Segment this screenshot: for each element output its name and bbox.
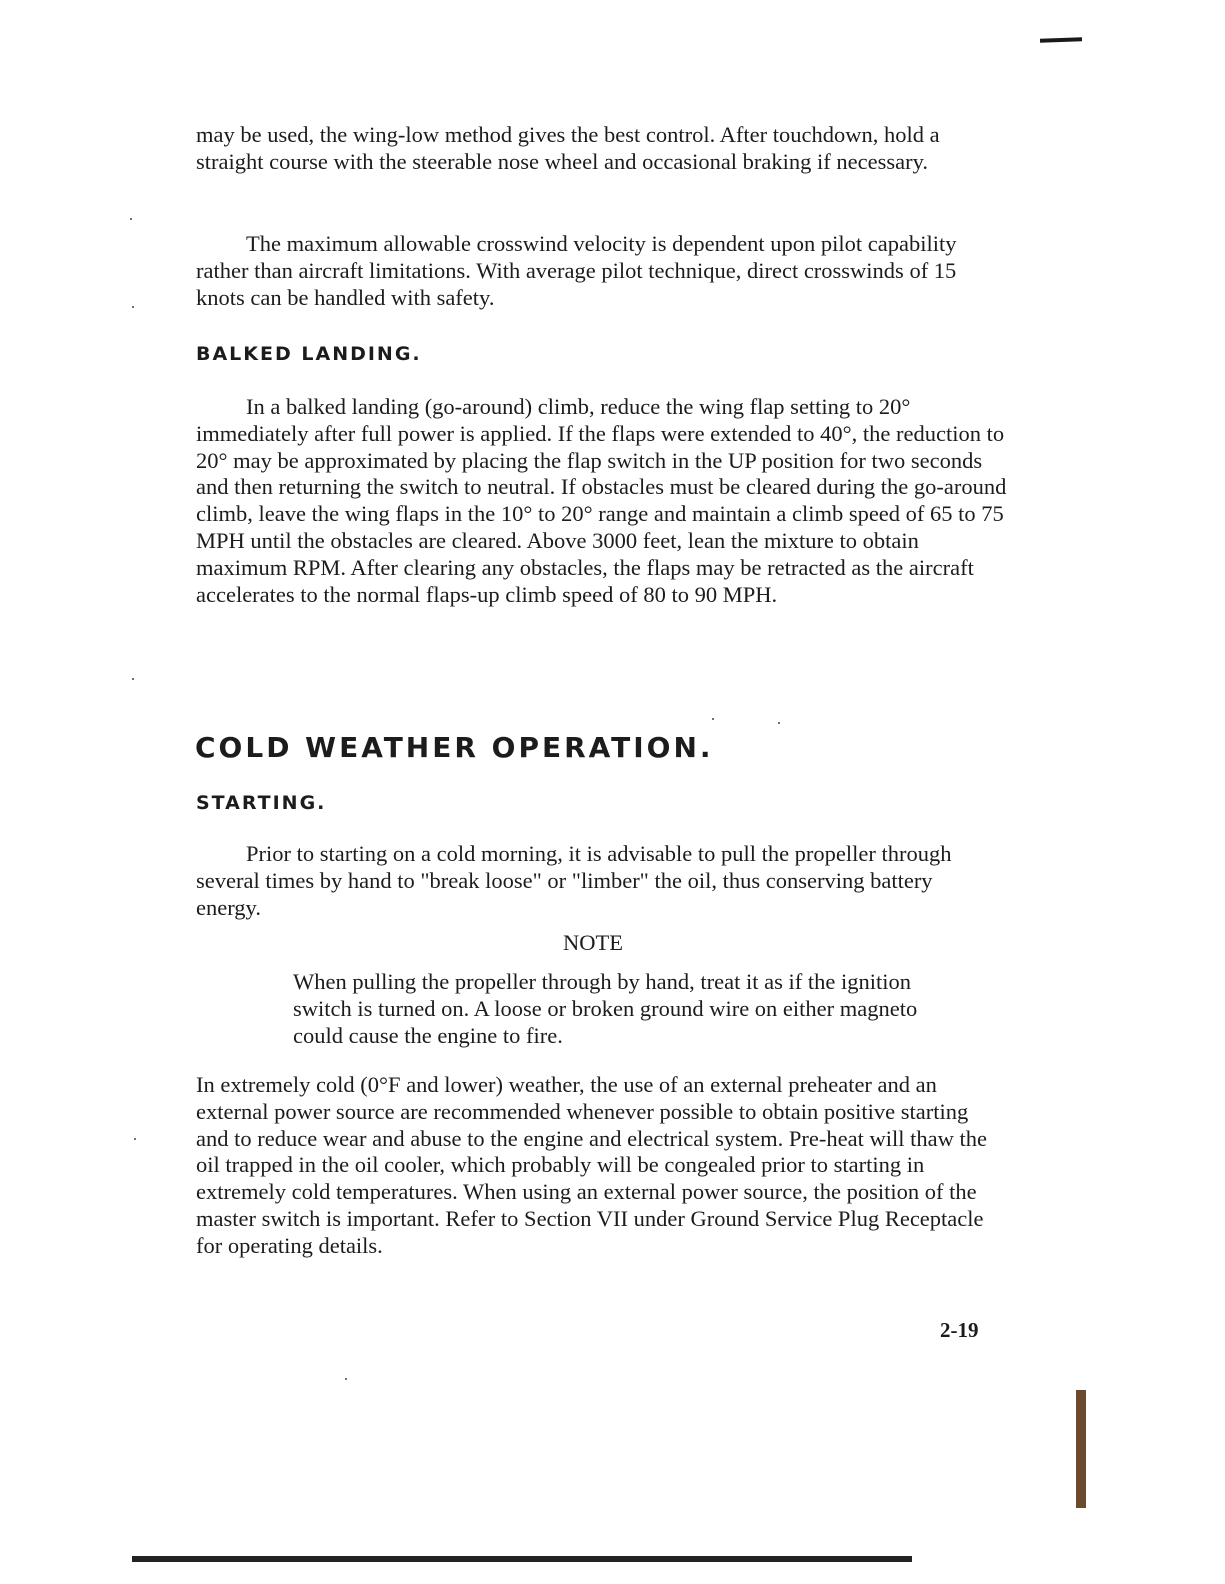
scan-speck [345, 1378, 347, 1380]
scan-speck [132, 678, 134, 680]
paragraph-starting: Prior to starting on a cold morning, it is advisable to pull the propeller through several times by hand to "break loose" or "limber" the oil, thus conserving battery energy. [196, 841, 952, 920]
paragraph-balked-landing: In a balked landing (go-around) climb, reduce the wing flap setting to 20° immediately after full power is applied. If the flaps were extended to 40°, the reduction to 20° may be approximated by placing the flap switch in the UP position for two seconds and then returning the switch to neutral. If obstacles must be cleared during the go-around climb, leave the wing flaps in the 10° to 20° range and maintain a climb speed of 65 to 75 MPH until the obstacles are cleared. Above 3000 feet, lean the mixture to obtain maximum RPM. After clearing any obstacles, the flaps may be retracted as the aircraft accelerates to the normal flaps-up climb speed of 80 to 90 MPH. [196, 394, 1007, 607]
scan-speck [132, 306, 134, 308]
paragraph-intro: may be used, the wing-low method gives the best control. After touchdown, hold a straight course with the steerable nose wheel and occasional braking if necessary. [196, 122, 940, 174]
scan-speck [130, 218, 132, 220]
note-label: NOTE [563, 930, 623, 955]
scan-edge-bottom [132, 1556, 912, 1562]
heading-starting: STARTING. [196, 792, 327, 814]
scan-mark-top-right [1040, 37, 1082, 42]
note-text: When pulling the propeller through by hand, treat it as if the ignition switch is turned on. A loose or broken ground wire on either magneto could cause the engine to fire. [293, 969, 918, 1048]
scan-speck [712, 718, 714, 720]
heading-cold-weather-operation: COLD WEATHER OPERATION. [195, 731, 714, 764]
scan-speck [134, 1138, 136, 1140]
paragraph-extreme-cold: In extremely cold (0°F and lower) weather, the use of an external preheater and an external power source are recommended whenever possible to obtain positive starting and to reduce wear and abuse to the engine and electrical system. Pre-heat will thaw the oil trapped in the oil cooler, which probably will be congealed prior to starting in extremely cold temperatures. When using an external power source, the position of the master switch is important. Refer to Section VII under Ground Service Plug Receptacle for operating details. [196, 1072, 987, 1258]
scan-edge-right-brown [1076, 1390, 1086, 1508]
heading-balked-landing: BALKED LANDING. [196, 343, 422, 365]
paragraph-crosswind: The maximum allowable crosswind velocity is dependent upon pilot capability rather than aircraft limitations. With average pilot technique, direct crosswinds of 15 knots can be handled with safety. [196, 231, 957, 310]
scan-speck [778, 722, 780, 724]
page-number: 2-19 [940, 1318, 979, 1342]
